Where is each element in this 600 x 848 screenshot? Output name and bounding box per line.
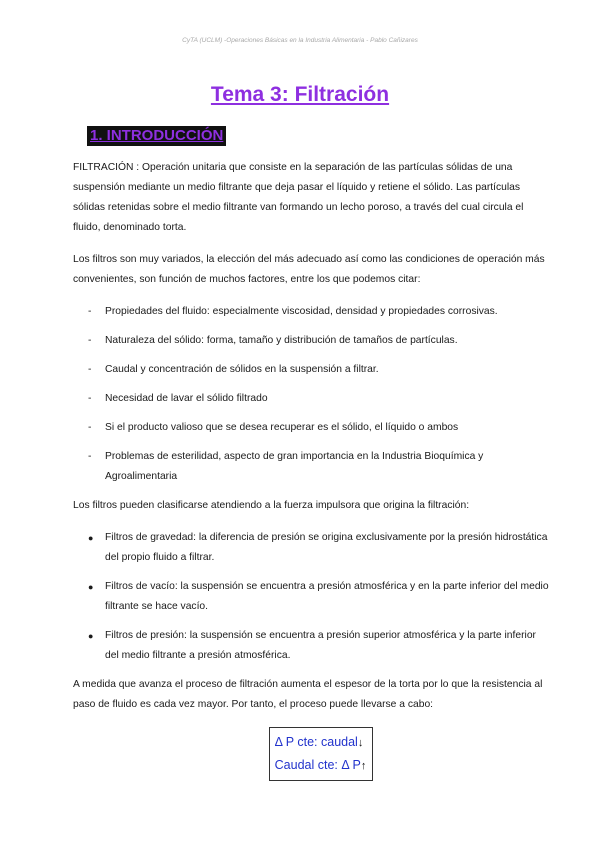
section-heading: 1. INTRODUCCIÓN — [87, 126, 226, 146]
page-header: CyTA (UCLM) -Operaciones Básicas en la Industria Alimentaria - Pablo Cañizares — [182, 37, 418, 44]
list-item-text: Filtros de vacío: la suspensión se encuentra a presión atmosférica y en la parte inferior del medio filtrante se hace vacío. — [105, 581, 549, 612]
bullet-icon: ● — [88, 631, 94, 641]
page-title: Tema 3: Filtración — [210, 83, 390, 106]
list-item-text: Problemas de esterilidad, aspecto de gran importancia en la Industria Bioquímica y Agroalimentaria — [105, 451, 484, 482]
dash-marker: - — [88, 422, 92, 433]
dash-marker: - — [88, 335, 92, 346]
list-item-text: Si el producto valioso que se desea recuperar es el sólido, el líquido o ambos — [105, 422, 459, 433]
list-item — [73, 389, 551, 409]
paragraph-factors-intro: Los filtros son muy variados, la elección del más adecuado así como las condiciones de operación más convenientes, son función de muchos factores, entre los que podemos citar: — [73, 254, 545, 285]
formula-box-wrapper — [73, 727, 551, 781]
list-item — [73, 447, 551, 487]
list-item-text: Necesidad de lavar el sólido filtrado — [105, 393, 268, 404]
list-item — [73, 418, 551, 438]
formula-line-pressure — [275, 731, 367, 754]
arrow-down-icon: ↓ — [357, 737, 364, 749]
formula-line-text: Caudal cte: Δ P — [274, 758, 361, 772]
arrow-up-icon: ↑ — [360, 760, 367, 772]
dash-marker: - — [88, 451, 92, 462]
list-item — [73, 528, 551, 568]
filter-types-list — [73, 528, 551, 666]
list-item — [73, 302, 551, 322]
paragraph-process: A medida que avanza el proceso de filtración aumenta el espesor de la torta por lo que la resistencia al paso de fluido es cada vez mayor. Por tanto, el proceso puede llevarse a cabo: — [73, 679, 543, 710]
dash-marker: - — [88, 306, 92, 317]
list-item — [73, 577, 551, 617]
formula-line-flow — [275, 754, 367, 777]
formula-line-text: Δ P cte: caudal — [274, 735, 358, 749]
paragraph-definition: FILTRACIÓN : Operación unitaria que consiste en la separación de las partículas sólidas de una suspensión mediante un medio filtrante que deja pasar el líquido y retiene el sólido. Las partículas sólidas retenidas sobre el medio filtrante van formando un lecho poroso, a través del cual circula el fluido, denominado torta. — [73, 162, 524, 233]
factors-list — [73, 302, 551, 487]
list-item-text: Filtros de gravedad: la diferencia de presión se origina exclusivamente por la presión hidrostática del propio fluido a filtrar. — [105, 532, 548, 563]
list-item-text: Propiedades del fluido: especialmente viscosidad, densidad y propiedades corrosivas. — [105, 306, 498, 317]
list-item-text: Filtros de presión: la suspensión se encuentra a presión superior atmosférica y la parte inferior del medio filtrante a presión atmosférica. — [105, 630, 536, 661]
dash-marker: - — [88, 393, 92, 404]
document-body — [73, 158, 551, 781]
bullet-icon: ● — [88, 582, 94, 592]
list-item-text: Caudal y concentración de sólidos en la suspensión a filtrar. — [105, 364, 379, 375]
paragraph-classification-intro: Los filtros pueden clasificarse atendiendo a la fuerza impulsora que origina la filtración: — [73, 500, 470, 511]
list-item — [73, 360, 551, 380]
list-item-text: Naturaleza del sólido: forma, tamaño y distribución de tamaños de partículas. — [105, 335, 458, 346]
list-item — [73, 331, 551, 351]
bullet-icon: ● — [88, 533, 94, 543]
list-item — [73, 626, 551, 666]
dash-marker: - — [88, 364, 92, 375]
formula-box — [269, 727, 374, 781]
